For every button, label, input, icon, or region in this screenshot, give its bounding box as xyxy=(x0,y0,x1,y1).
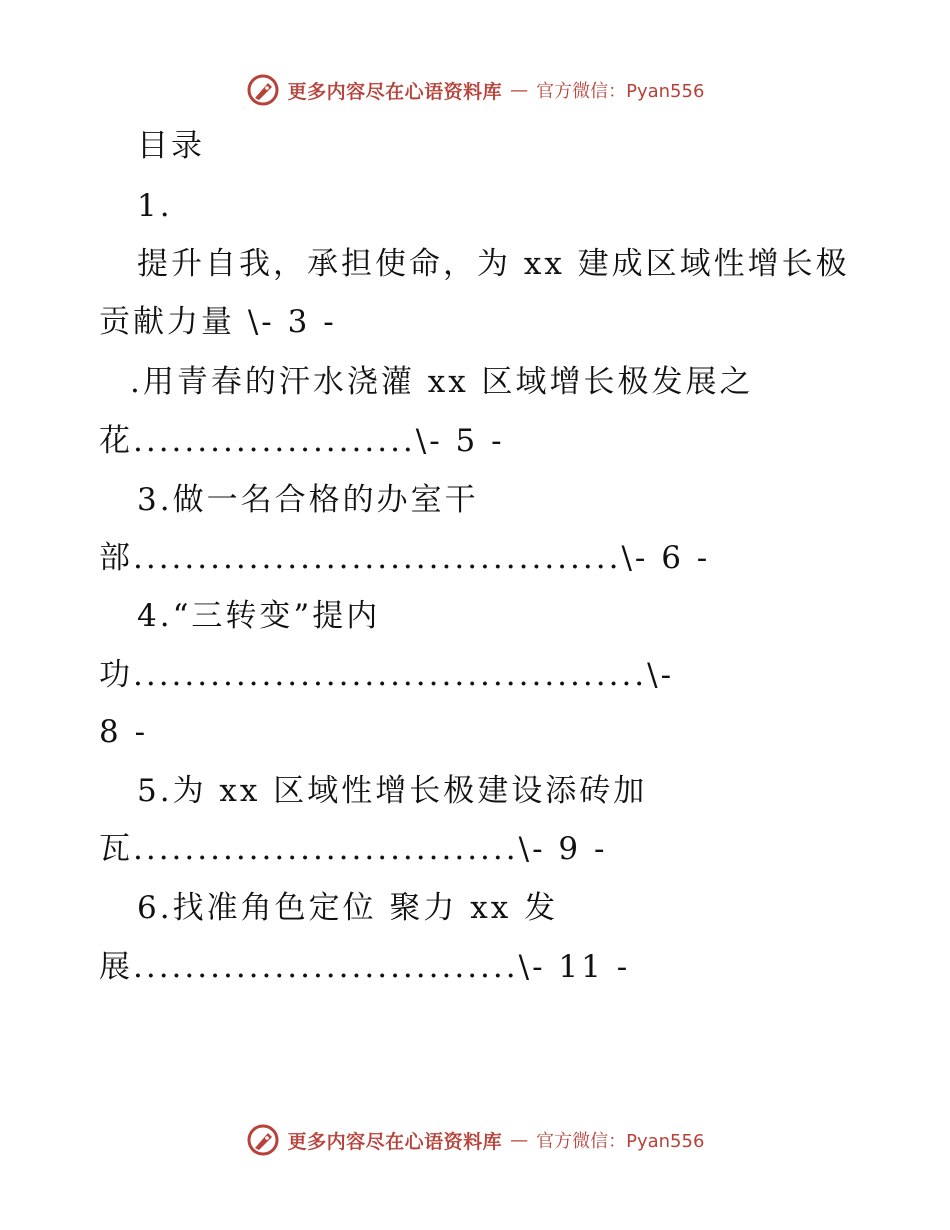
banner-wechat-id: Pyan556 xyxy=(626,1131,705,1152)
toc-title: 目录 xyxy=(137,128,205,164)
toc-line: 功........................................\- xyxy=(99,657,675,693)
header-banner xyxy=(0,68,950,112)
toc-line: 3.做一名合格的办室干 xyxy=(137,482,479,518)
toc-line: 1. xyxy=(137,188,173,224)
banner-wechat xyxy=(536,77,704,103)
toc-line: 提升自我，承担使命，为 xx 建成区域性增长极 xyxy=(137,246,850,282)
toc-line: 瓦..............................\- 9 - xyxy=(99,831,608,867)
toc-line: 花......................\- 5 - xyxy=(99,423,505,459)
banner-text: 更多内容尽在心语资料库 xyxy=(287,80,503,103)
toc-line: 贡献力量 \- 3 - xyxy=(99,304,337,340)
banner-text: 更多内容尽在心语资料库 xyxy=(287,1130,503,1153)
banner-wechat-label: 官方微信： xyxy=(536,1131,627,1152)
banner-wechat-id: Pyan556 xyxy=(626,81,705,102)
footer-banner xyxy=(0,1118,950,1162)
toc-line: 6.找准角色定位 聚力 xx 发 xyxy=(137,890,559,926)
toc-line: 部......................................\- 6 - xyxy=(99,540,711,576)
toc-line: 展..............................\- 11 - xyxy=(99,949,631,985)
pen-nib-logo-icon xyxy=(246,73,280,107)
banner-wechat-label: 官方微信： xyxy=(536,81,627,102)
toc-line: 4.“三转变”提内 xyxy=(137,598,381,634)
banner-separator: — xyxy=(510,79,529,101)
toc-line: 8 - xyxy=(99,714,149,750)
toc-line: 5.为 xx 区域性增长极建设添砖加 xyxy=(137,773,648,809)
toc-line: .用青春的汗水浇灌 xx 区域增长极发展之 xyxy=(130,364,754,400)
banner-separator: — xyxy=(510,1129,529,1151)
pen-nib-logo-icon xyxy=(246,1123,280,1157)
banner-wechat xyxy=(536,1127,704,1153)
